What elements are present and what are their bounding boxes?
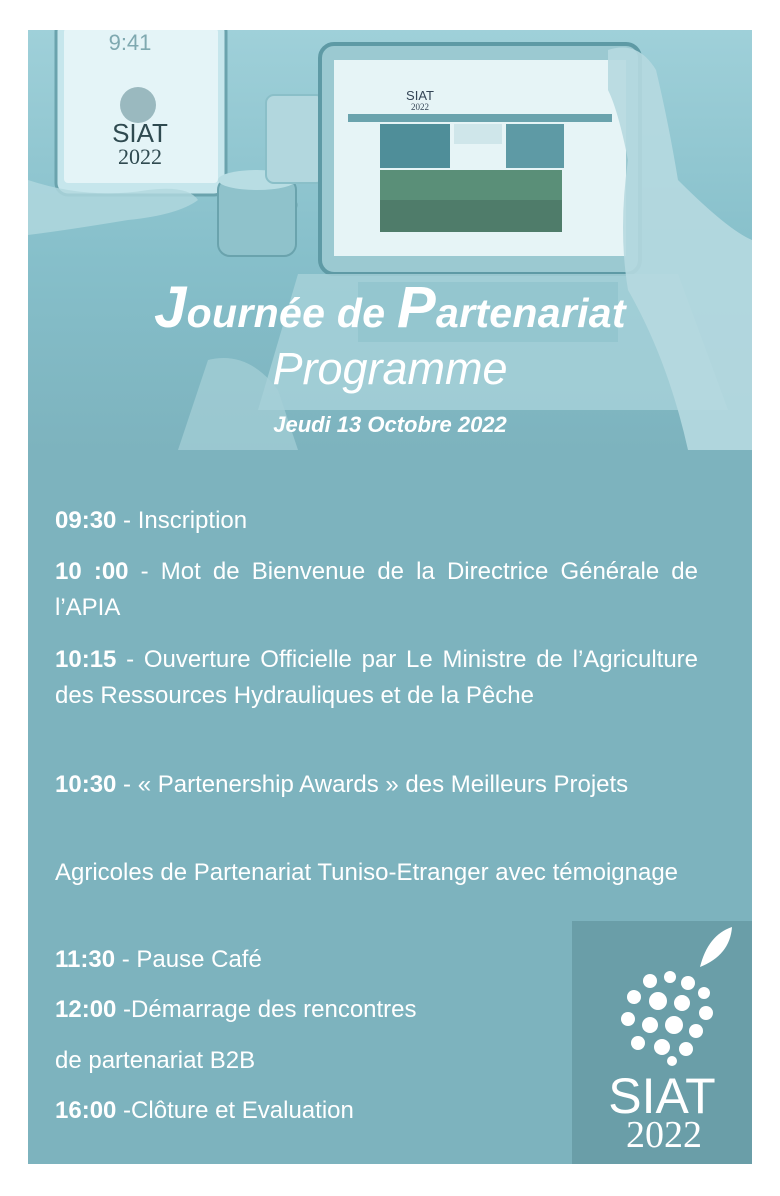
leaf-icon	[700, 927, 732, 967]
tablet-logo-year: 2022	[118, 144, 162, 169]
title-initial-j: J	[154, 275, 187, 340]
schedule-time: 10:15	[55, 646, 117, 673]
laptop-logo-word: SIAT	[406, 88, 434, 103]
schedule-item	[55, 992, 555, 1028]
apple-icons	[621, 971, 713, 1066]
title-initial-p: P	[397, 275, 436, 340]
event-date: Jeudi 13 Octobre 2022	[273, 412, 507, 437]
schedule-text: de partenariat B2B	[55, 1047, 256, 1074]
schedule-time: 09:30	[55, 507, 117, 534]
schedule-item	[55, 642, 698, 714]
schedule-text: - Pause Café	[115, 946, 262, 973]
tablet-time: 9:41	[108, 30, 152, 55]
program-heading: Programme	[272, 343, 508, 394]
schedule-item	[55, 1093, 555, 1129]
schedule-time: 12:00	[55, 996, 117, 1023]
schedule-item	[55, 503, 698, 539]
schedule-time: 16:00	[55, 1097, 117, 1124]
logo-year: 2022	[626, 1114, 702, 1156]
schedule-item	[55, 554, 698, 626]
schedule-item	[55, 767, 698, 803]
schedule-item	[55, 855, 698, 891]
laptop-image	[320, 44, 640, 274]
siat-logo	[572, 921, 752, 1164]
title-part-2: artenariat	[436, 290, 626, 336]
schedule-item	[55, 1043, 555, 1079]
schedule-text: - Inscription	[116, 507, 248, 534]
tablet-image	[56, 30, 226, 195]
schedule-text: -Clôture et Evaluation	[116, 1097, 354, 1124]
schedule-item	[55, 942, 555, 978]
title-part-1: ournée de	[186, 290, 397, 336]
schedule-time: 10:30	[55, 771, 117, 798]
schedule-time: 11:30	[55, 946, 116, 973]
tablet-logo-word: SIAT	[112, 118, 168, 148]
siat-logo-graphic	[572, 921, 752, 1164]
schedule-text: - « Partenership Awards » des Meilleurs Projets	[116, 771, 629, 798]
schedule-text: - Mot de Bienvenue de la Directrice Générale de l’APIA	[55, 558, 698, 621]
logo-word: SIAT	[608, 1068, 716, 1124]
schedule-time: 10 :00	[55, 558, 129, 585]
event-title	[28, 274, 752, 341]
schedule-text: Agricoles de Partenariat Tuniso-Etranger avec témoignage	[55, 859, 679, 886]
program-card	[28, 30, 752, 1164]
laptop-logo-year: 2022	[411, 102, 429, 112]
schedule-text: - Ouverture Officielle par Le Ministre de l’Agriculture des Ressources Hydrauliques et de la Pêche	[55, 646, 698, 709]
schedule-text: -Démarrage des rencontres	[116, 996, 417, 1023]
